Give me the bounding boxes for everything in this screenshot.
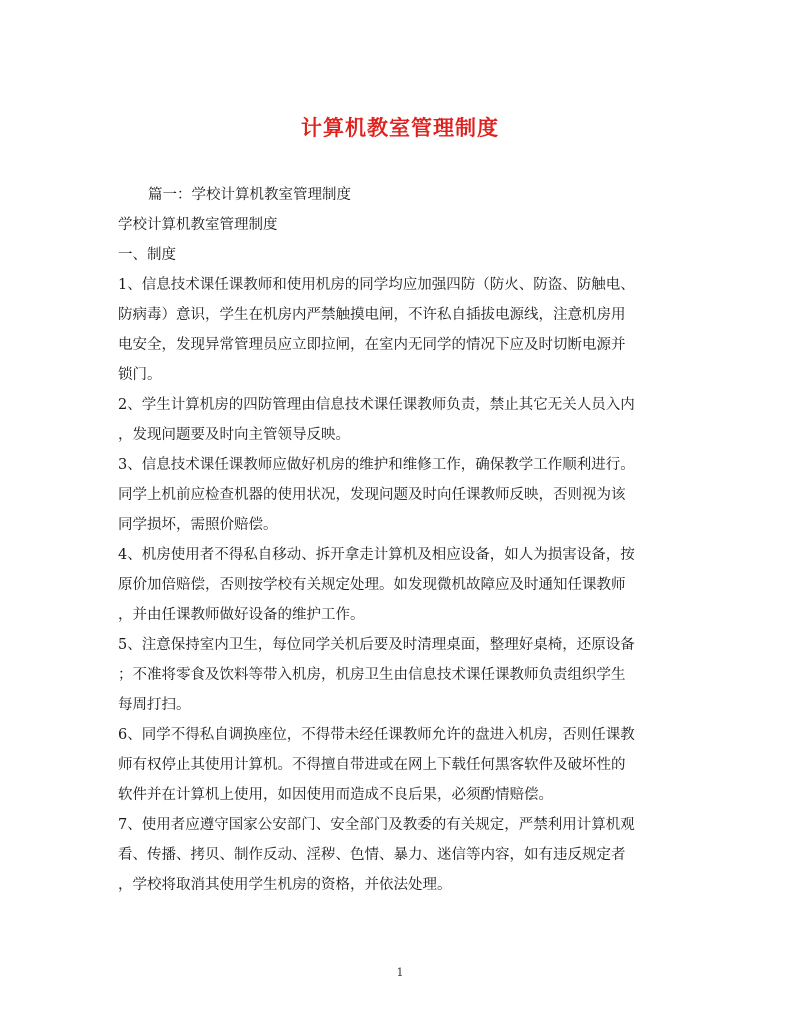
paragraph-line: 师有权停止其使用计算机。不得擅自带进或在网上下载任何黑客软件及破坏性的 — [118, 757, 626, 773]
document-title: 计算机教室管理制度 — [301, 115, 499, 140]
paragraph-line: 2、学生计算机房的四防管理由信息技术课任课教师负责，禁止其它无关人员入内 — [118, 397, 635, 413]
document-body — [118, 180, 690, 900]
paragraph-line: 锁门。 — [118, 367, 162, 383]
paragraph-line: 6、同学不得私自调换座位，不得带未经任课教师允许的盘进入机房，否则任课教 — [118, 727, 635, 743]
page-number: 1 — [396, 966, 404, 979]
subtitle-line: 学校计算机教室管理制度 — [118, 217, 278, 233]
paragraph-line: 同学损坏，需照价赔偿。 — [118, 517, 278, 533]
paragraph-line: 防病毒）意识，学生在机房内严禁触摸电闸，不许私自插拔电源线，注意机房用 — [118, 307, 626, 323]
paragraph-line: 软件并在计算机上使用，如因使用而造成不良后果，必须酌情赔偿。 — [118, 787, 553, 803]
paragraph-line: ，并由任课教师做好设备的维护工作。 — [118, 607, 365, 623]
paragraph-line: 3、信息技术课任课教师应做好机房的维护和维修工作，确保教学工作顺利进行。 — [118, 457, 635, 473]
paragraph-line: 4、机房使用者不得私自移动、拆开拿走计算机及相应设备，如人为损害设备，按 — [118, 547, 635, 563]
paragraph-line: 同学上机前应检查机器的使用状况，发现问题及时向任课教师反映，否则视为该 — [118, 487, 626, 503]
paragraph-line: 每周打扫。 — [118, 697, 191, 713]
paragraph-line: 电安全，发现异常管理员应立即拉闸，在室内无同学的情况下应及时切断电源并 — [118, 337, 626, 353]
section-label: 一、制度 — [118, 247, 176, 263]
paragraph-line: ，发现问题要及时向主管领导反映。 — [118, 427, 350, 443]
paragraph-line: 1、信息技术课任课教师和使用机房的同学均应加强四防（防火、防盗、防触电、 — [118, 277, 635, 293]
paragraph-line: ，学校将取消其使用学生机房的资格，并依法处理。 — [118, 877, 452, 893]
paragraph-line: 看、传播、拷贝、制作反动、淫秽、色情、暴力、迷信等内容，如有违反规定者 — [118, 847, 626, 863]
paragraph-line: 7、使用者应遵守国家公安部门、安全部门及教委的有关规定，严禁利用计算机观 — [118, 817, 635, 833]
paragraph-line: 原价加倍赔偿，否则按学校有关规定处理。如发现微机故障应及时通知任课教师 — [118, 577, 626, 593]
paragraph-line: ；不准将零食及饮料等带入机房，机房卫生由信息技术课任课教师负责组织学生 — [118, 667, 626, 683]
section-heading: 篇一：学校计算机教室管理制度 — [148, 187, 351, 203]
paragraph-line: 5、注意保持室内卫生，每位同学关机后要及时清理桌面，整理好桌椅，还原设备 — [118, 637, 635, 653]
